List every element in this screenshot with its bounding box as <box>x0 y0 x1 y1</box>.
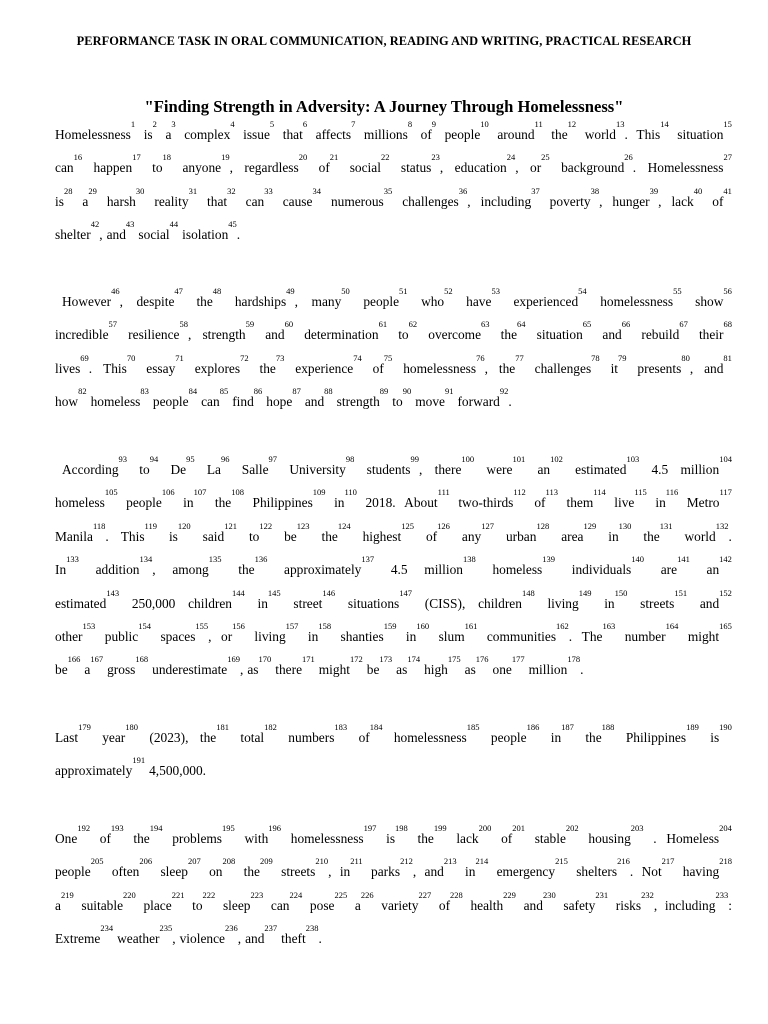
word: and$^{43}$ <box>106 219 135 243</box>
word: find$^{86}$ <box>232 386 263 410</box>
word: homelessness$^{76}$, <box>403 352 488 376</box>
word: Homelessness$^{27}$ <box>647 152 732 176</box>
word: happen$^{17}$ <box>93 152 141 176</box>
word: $in^{158}$ <box>307 620 332 644</box>
word: poverty$^{38}$, <box>549 185 603 209</box>
word: (2023), <box>149 730 189 745</box>
text-line <box>55 386 732 427</box>
word: One$^{192}$ <box>55 823 91 846</box>
word: education$^{24}$, <box>454 152 519 176</box>
word: area$^{129}$ <box>561 520 597 544</box>
word: $be^{166}$ <box>55 654 81 678</box>
word: homeless$^{105}$ <box>55 487 118 511</box>
word: $is^2$ <box>143 119 157 142</box>
word: people$^{106}$ <box>126 487 175 511</box>
word: $in^{145}$ <box>257 587 281 611</box>
word: million$^{104}$ <box>680 454 732 477</box>
word: reality$^{31}$ <box>154 185 198 209</box>
word: can$^{224}$ <box>270 889 303 913</box>
word: there$^{171}$ <box>275 654 315 678</box>
word: $in^{110}$ <box>334 487 357 511</box>
word: $be^{173}$ <box>366 654 393 678</box>
word: $of^{193}$ <box>99 823 124 846</box>
word: how$^{82}$ <box>55 386 87 410</box>
word: De$^{95}$ <box>170 454 195 477</box>
paragraph-4 <box>55 722 732 797</box>
word: weather$^{235}$, <box>117 923 176 947</box>
word: lives$^{69}$. <box>55 352 93 376</box>
word: children$^{144}$ <box>188 587 245 611</box>
word: approximately$^{191}$ <box>55 755 146 779</box>
word: (CISS), <box>424 595 466 611</box>
word: $as^{176}$ <box>464 654 489 678</box>
word: spaces$^{155}$, <box>160 620 212 644</box>
word: year$^{180}$ <box>102 722 138 745</box>
word: might$^{172}$ <box>318 654 363 678</box>
word: other$^{153}$ <box>55 620 96 644</box>
word: place$^{221}$ <box>143 889 185 913</box>
word: violence$^{236}$, <box>179 923 242 947</box>
word: regardless$^{20}$ <box>244 152 308 176</box>
paragraph-2 <box>55 286 732 428</box>
word: $as^{174}$ <box>396 654 421 678</box>
word: people$^{205}$ <box>55 856 104 880</box>
text-line <box>55 856 732 897</box>
word: who$^{52}$ <box>421 286 453 309</box>
word: living$^{149}$ <box>547 587 592 611</box>
word: slum$^{161}$ <box>438 620 478 644</box>
word: have$^{53}$ <box>466 286 500 309</box>
word: and$^{152}$ <box>699 587 732 611</box>
word: This$^{70}$ <box>103 352 136 376</box>
word: harsh$^{30}$ <box>106 185 145 209</box>
word: $an^{102}$ <box>537 454 563 477</box>
word: sleep$^{207}$ <box>160 856 201 880</box>
document-header: PERFORMANCE TASK IN ORAL COMMUNICATION, READING AND WRITING, PRACTICAL RESEARCH <box>76 34 692 48</box>
word: approximately$^{137}$ <box>284 554 375 578</box>
word: Philippines$^{189}$ <box>625 722 699 745</box>
word: and$^{237}$ <box>245 923 278 947</box>
word: social$^{44}$ <box>138 219 179 243</box>
word: This$^{14}$ <box>636 119 669 142</box>
word: health$^{229}$ <box>470 889 516 913</box>
text-line <box>55 654 732 695</box>
word: However$^{46}$, <box>62 286 123 309</box>
word: Homeless$^{204}$ <box>666 823 732 846</box>
text-line <box>55 620 732 662</box>
word: hope$^{87}$ <box>266 386 301 410</box>
essay-title: "Finding Strength in Adversity: A Journey Through Homelessness" <box>144 97 624 116</box>
word: presents$^{80}$, <box>637 352 694 376</box>
word: millions$^8$ <box>363 119 413 142</box>
word: $an^{142}$ <box>706 554 732 578</box>
word: public$^{154}$ <box>104 620 151 644</box>
word: their$^{68}$ <box>698 319 732 343</box>
word: About$^{111}$ <box>404 487 450 511</box>
word: housing$^{203}$ <box>588 823 644 846</box>
word: incredible$^{57}$ <box>55 319 118 343</box>
word: world$^{132}$. <box>684 520 732 544</box>
word: the$^{77}$ <box>498 352 524 376</box>
word: 4,500,000. <box>149 763 207 779</box>
text-line <box>55 923 732 964</box>
word: live$^{115}$ <box>614 487 647 511</box>
word: $or^{25}$ <box>530 152 550 176</box>
word: and$^{230}$ <box>523 889 556 913</box>
word: lack$^{40}$ <box>671 185 703 209</box>
word: people$^{10}$ <box>444 119 489 142</box>
word: variety$^{227}$ <box>381 889 432 913</box>
word: having$^{218}$ <box>682 856 732 880</box>
word: $on^{208}$ <box>209 856 236 880</box>
word: can$^{16}$ <box>55 152 83 176</box>
word: move$^{91}$ <box>415 386 454 410</box>
word: and$^{60}$ <box>265 319 294 343</box>
word: rebuild$^{67}$ <box>641 319 688 343</box>
word: hardships$^{49}$, <box>234 286 299 309</box>
word: pose$^{225}$ <box>309 889 348 913</box>
word: background$^{26}$. <box>561 152 637 176</box>
word: forward$^{92}$. <box>457 386 512 410</box>
text-line <box>55 823 732 864</box>
word: underestimate$^{169}$, <box>152 654 244 678</box>
word: . <box>653 831 657 846</box>
word: $as^{170}$ <box>247 654 272 678</box>
word: the$^{12}$ <box>551 119 577 142</box>
word: Not$^{217}$ <box>641 856 675 880</box>
word: $to^{222}$ <box>192 889 216 913</box>
word: and$^{81}$ <box>704 352 732 376</box>
word: safety$^{231}$ <box>563 889 609 913</box>
word: students$^{99}$, <box>366 454 423 477</box>
word: streets$^{151}$ <box>640 587 688 611</box>
word: $to^{18}$ <box>152 152 172 176</box>
word: people$^{186}$ <box>490 722 540 745</box>
word: homelessness$^{197}$ <box>290 823 377 846</box>
word: Manila$^{118}$. <box>55 520 109 544</box>
word: stable$^{202}$ <box>534 823 579 846</box>
word: numerous$^{35}$ <box>330 185 393 209</box>
word: said$^{121}$ <box>202 520 237 544</box>
word: the$^{181}$ <box>199 722 229 745</box>
word: the$^{136}$ <box>238 554 268 578</box>
paragraph-5 <box>55 823 732 965</box>
word: Salle$^{97}$ <box>241 454 278 477</box>
word: affects$^7$ <box>315 119 356 142</box>
word: Homelessness$^1$ <box>55 119 136 142</box>
word: high$^{175}$ <box>424 654 461 678</box>
word: can$^{33}$ <box>245 185 273 209</box>
text-line <box>55 554 732 595</box>
word: $a^{219}$ <box>55 889 74 913</box>
word: any$^{127}$ <box>461 520 494 544</box>
word: are$^{141}$ <box>660 554 690 578</box>
word: people$^{51}$ <box>363 286 408 309</box>
word: Philippines$^{109}$ <box>252 487 326 511</box>
word: $in^{130}$ <box>608 520 632 544</box>
word: homelessness$^{185}$ <box>393 722 480 745</box>
text-line <box>55 889 732 931</box>
word: risks$^{232}$, <box>615 889 658 913</box>
word: total$^{182}$ <box>240 722 277 745</box>
word: situation$^{15}$ <box>677 119 732 142</box>
word: that$^{32}$ <box>207 185 236 209</box>
word: the$^{108}$ <box>214 487 244 511</box>
word: estimated$^{143}$ <box>55 587 120 611</box>
word: $be^{123}$ <box>284 520 310 544</box>
word: $a^{167}$ <box>84 654 104 678</box>
word: sleep$^{223}$ <box>222 889 264 913</box>
word: the$^{48}$ <box>196 286 222 309</box>
text-line <box>55 152 732 193</box>
word: Extreme$^{234}$ <box>55 923 114 947</box>
word: complex$^4$ <box>184 119 235 142</box>
word: cause$^{34}$ <box>282 185 321 209</box>
word: streets$^{210}$, <box>281 856 332 880</box>
word: million$^{178}$. <box>528 654 584 678</box>
word: Metro$^{117}$ <box>686 487 732 511</box>
word: two-thirds$^{112}$ <box>458 487 526 511</box>
word: $of^{113}$ <box>534 487 558 511</box>
word: experienced$^{54}$ <box>513 286 587 309</box>
word: $or^{156}$ <box>221 620 245 644</box>
word: including$^{37}$ <box>480 185 540 209</box>
word: lack$^{200}$ <box>456 823 492 846</box>
word: issue$^5$ <box>243 119 275 142</box>
word: $of^{228}$ <box>438 889 463 913</box>
word: situations$^{147}$ <box>347 587 412 611</box>
word: that$^6$ <box>282 119 308 142</box>
word: In$^{133}$ <box>55 554 79 578</box>
word: hunger$^{39}$, <box>612 185 662 209</box>
word: 250,000 <box>131 595 176 611</box>
word: 4.5 <box>390 562 408 578</box>
word: $of^{184}$ <box>358 722 383 745</box>
word: $in^{187}$ <box>550 722 574 745</box>
word: $in^{107}$ <box>183 487 207 511</box>
word: among$^{135}$ <box>172 554 222 578</box>
word: living$^{157}$ <box>254 620 299 644</box>
word: communities$^{162}$. <box>486 620 573 644</box>
word: $is^{120}$ <box>168 520 191 544</box>
text-line <box>55 352 732 394</box>
word: The$^{163}$ <box>581 620 616 644</box>
word: social$^{22}$ <box>349 152 390 176</box>
word: University$^{98}$ <box>289 454 355 477</box>
word: suitable$^{220}$ <box>81 889 136 913</box>
word: world$^{13}$. <box>584 119 628 142</box>
word: the$^{194}$ <box>133 823 163 846</box>
word: $to^{62}$ <box>398 319 418 343</box>
word: experience$^{74}$ <box>295 352 362 376</box>
word: might$^{165}$ <box>687 620 732 644</box>
word: $in^{214}$ <box>465 856 489 880</box>
word: urban$^{128}$ <box>505 520 550 544</box>
word: number$^{164}$ <box>624 620 679 644</box>
word: strength$^{89}$ <box>336 386 389 410</box>
word: gross$^{168}$ <box>107 654 149 678</box>
word: the$^{73}$ <box>259 352 285 376</box>
word: can$^{85}$ <box>201 386 229 410</box>
word: million$^{138}$ <box>424 554 476 578</box>
word: problems$^{195}$ <box>172 823 235 846</box>
word: people$^{84}$ <box>152 386 198 410</box>
text-line <box>55 219 732 260</box>
word: explores$^{72}$ <box>194 352 249 376</box>
word: the$^{188}$ <box>585 722 615 745</box>
word: the$^{199}$ <box>417 823 447 846</box>
word: essay$^{71}$ <box>146 352 184 376</box>
word: around$^{11}$ <box>497 119 543 142</box>
word: Last$^{179}$ <box>55 722 91 745</box>
word: theft$^{238}$. <box>281 923 322 947</box>
word: the$^{64}$ <box>500 319 526 343</box>
word: despite$^{47}$ <box>136 286 183 309</box>
word: $of^{75}$ <box>372 352 393 376</box>
word: determination$^{61}$ <box>304 319 388 343</box>
word: with$^{196}$ <box>244 823 282 846</box>
word: situation$^{65}$ <box>536 319 592 343</box>
word: isolation$^{45}$. <box>182 219 241 243</box>
word: $to^{94}$ <box>139 454 159 477</box>
word: La$^{96}$ <box>206 454 230 477</box>
word: 2018. <box>365 495 396 511</box>
word: $a^{29}$ <box>82 185 97 209</box>
word: This$^{119}$ <box>120 520 157 544</box>
word: shanties$^{159}$ <box>340 620 397 644</box>
word: $in^{211}$ <box>339 856 363 880</box>
word: $in^{150}$ <box>604 587 628 611</box>
word: $of^9$ <box>420 119 437 142</box>
word: highest$^{125}$ <box>362 520 414 544</box>
word: the$^{209}$ <box>243 856 273 880</box>
word: one$^{177}$ <box>492 654 525 678</box>
text-line <box>55 185 732 227</box>
word: $of^{21}$ <box>318 152 339 176</box>
word: overcome$^{63}$ <box>428 319 490 343</box>
text-line <box>55 286 732 327</box>
text-line <box>55 755 732 796</box>
word: $to^{122}$ <box>248 520 273 544</box>
word: status$^{23}$, <box>400 152 444 176</box>
word: $a^3$ <box>165 119 176 142</box>
word: and$^{213}$ <box>424 856 457 880</box>
word: addition$^{134}$, <box>95 554 156 578</box>
word: homeless$^{139}$ <box>492 554 556 578</box>
word: show$^{56}$ <box>695 286 732 309</box>
word: emergency$^{215}$ <box>496 856 568 880</box>
word: $is^{190}$ <box>710 722 732 745</box>
word: homeless$^{83}$ <box>90 386 149 410</box>
word: According$^{93}$ <box>62 454 128 477</box>
word: street$^{146}$ <box>293 587 336 611</box>
paragraph-3 <box>55 454 732 696</box>
word: children$^{148}$ <box>478 587 535 611</box>
word: there$^{100}$ <box>434 454 475 477</box>
word: $of^{41}$ <box>712 185 732 209</box>
word: $a^{226}$ <box>354 889 374 913</box>
word: often$^{206}$ <box>111 856 153 880</box>
word: $of^{126}$ <box>425 520 450 544</box>
word: the$^{124}$ <box>321 520 351 544</box>
word: and$^{66}$ <box>602 319 631 343</box>
word: shelters$^{216}$. <box>576 856 634 880</box>
word: were$^{101}$ <box>486 454 526 477</box>
text-line <box>55 454 732 495</box>
word: and$^{88}$ <box>304 386 333 410</box>
word: the$^{131}$ <box>643 520 673 544</box>
word: parks$^{212}$, <box>371 856 417 880</box>
word: 4.5 <box>651 462 669 477</box>
paragraph-1 <box>55 119 732 261</box>
word: homelessness$^{55}$ <box>600 286 682 309</box>
word: many$^{50}$ <box>311 286 350 309</box>
word: them$^{114}$ <box>566 487 606 511</box>
word: challenges$^{78}$ <box>534 352 600 376</box>
word: challenges$^{36}$, <box>402 185 471 209</box>
word: $is^{198}$ <box>386 823 408 846</box>
text-line <box>55 722 732 763</box>
word: $in^{116}$ <box>655 487 679 511</box>
word: resilience$^{58}$, <box>128 319 192 343</box>
word: strength$^{59}$ <box>202 319 255 343</box>
word: $in^{160}$ <box>405 620 430 644</box>
word: numbers$^{183}$ <box>288 722 348 745</box>
word: $it^{79}$ <box>610 352 627 376</box>
word: anyone$^{19}$, <box>182 152 233 176</box>
word: estimated$^{103}$ <box>575 454 640 477</box>
word: $to^{90}$ <box>392 386 412 410</box>
word: $of^{201}$ <box>501 823 525 846</box>
text-line <box>55 319 732 360</box>
word: $is^{28}$ <box>55 185 73 209</box>
word: including$^{233}$: <box>664 889 732 913</box>
word: individuals$^{140}$ <box>571 554 644 578</box>
word: shelter$^{42}$, <box>55 219 103 243</box>
